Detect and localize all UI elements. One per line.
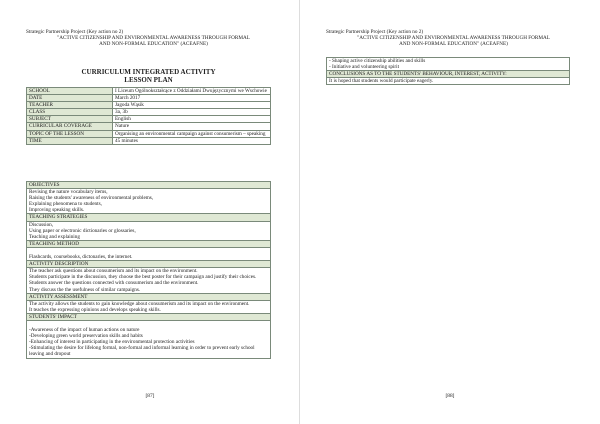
info-key: TIME [27, 137, 113, 144]
section-body [27, 301, 270, 314]
header-line-1: Strategic Partnership Project (Key action no 2) [326, 29, 424, 35]
section-line: Raising the students' awareness of environmental problems, [29, 195, 154, 202]
section-line: Revising the nature vocabulary items, [29, 189, 108, 196]
project-header [326, 29, 581, 48]
info-key: SUBJECT [27, 116, 113, 123]
section-heading: STUDENTS' IMPACT [27, 314, 270, 321]
info-row [27, 88, 271, 95]
page-title: CURRICULUM INTEGRATED ACTIVITY [81, 68, 216, 76]
info-value: Jagoda Wąsik [113, 102, 271, 109]
section-line: Students participate in the discussion, they choose the best poster for their campaign and justify their choices. [29, 274, 257, 281]
conclusions-box [326, 57, 570, 85]
impact-line: - Shaping active citizenship abilities and skills [329, 58, 426, 64]
info-row [27, 130, 271, 137]
page-number: [87] [145, 393, 155, 399]
info-key: SCHOOL [27, 88, 113, 95]
section-heading: TEACHING STRATEGIES [27, 214, 270, 221]
info-value: March 2017 [113, 95, 271, 102]
section-line: Teaching and explaining [29, 233, 80, 240]
header-line-1: Strategic Partnership Project (Key action no 2) [26, 29, 124, 35]
section-line: It teaches the expressing opinions and develops speaking skills. [29, 306, 161, 313]
section-body [27, 268, 270, 293]
page-subtitle: LESSON PLAN [124, 76, 173, 84]
section-body [27, 189, 270, 214]
section-heading: ACTIVITY DESCRIPTION [27, 261, 270, 268]
section-body [27, 222, 270, 241]
section-body [27, 321, 270, 358]
info-row [27, 123, 271, 130]
info-value: 3a, 3b [113, 109, 271, 116]
info-value: I Liceum Ogólnokształcące z Oddziałami Dwujęzycznymi we Wschowie [113, 88, 271, 95]
lesson-info-table [26, 87, 271, 145]
project-header [26, 29, 281, 48]
section-line: -Developing green world preservation skills and habits [29, 333, 143, 340]
section-line: Explaining phenomena to students, [29, 201, 102, 208]
info-key: DATE [27, 95, 113, 102]
header-line-3: AND NON-FORMAL EDUCATION" (ACEAFNE) [399, 41, 508, 48]
info-row [27, 109, 271, 116]
conclusions-heading: CONCLUSIONS AS TO THE STUDENTS' BEHAVIOUR, INTEREST, ACTIVITY: [327, 71, 569, 78]
section-heading: OBJECTIVES [27, 182, 270, 189]
header-line-2: "ACTIVE CITIZENSHIP AND ENVIRONMENTAL AWARENESS THROUGH FORMAL [357, 35, 550, 42]
section-line: Improving speaking skills. [29, 207, 85, 214]
section-heading: ACTIVITY ASSESSMENT [27, 294, 270, 301]
info-key: CLASS [27, 109, 113, 116]
section-line: -Enhancing of interest in participating in the environmental protection activities [29, 339, 195, 346]
section-line: -Awareness of the impact of human actions on nature [29, 327, 140, 334]
page-number: [88] [445, 393, 455, 399]
info-key: CURRICULAR COVERAGE [27, 123, 113, 130]
header-line-2: "ACTIVE CITIZENSHIP AND ENVIRONMENTAL AWARENESS THROUGH FORMAL [57, 35, 250, 42]
impact-line: - Initiative and volunteering spirit [329, 64, 400, 71]
section-line: Flashcards, coursebooks, dictonaries, the internet. [29, 254, 133, 261]
section-line: Students answer the questions connected with consumerism and the environment. [29, 280, 199, 287]
conclusions-text: It is hoped that students would participate eagerly. [329, 78, 434, 85]
info-key: TEACHER [27, 102, 113, 109]
section-line: Using paper or electronic dictionaries or glossaries, [29, 227, 136, 234]
info-row [27, 102, 271, 109]
section-line: Discussion, [29, 221, 54, 228]
page-gutter [299, 0, 300, 424]
section-heading: TEACHING METHOD [27, 241, 270, 248]
info-value: Nature [113, 123, 271, 130]
section-body [27, 248, 270, 261]
info-row [27, 116, 271, 123]
section-line: The activity allows the students to gain knowledge about consumerism and its impact on the environment. [29, 300, 250, 307]
info-value: 45 minutes [113, 137, 271, 144]
info-row [27, 137, 271, 144]
impact-continuation [327, 58, 569, 71]
info-row [27, 95, 271, 102]
info-key: TOPIC OF THE LESSON [27, 130, 113, 137]
section-line: They discuss the the usefulness of similar campaigns. [29, 286, 141, 293]
section-line: -Stimulating the desire for lifelong formal, non-formal and informal learning in order to prevent early school leaving and dropout [29, 345, 255, 358]
header-line-3: AND NON-FORMAL EDUCATION" (ACEAFNE) [99, 41, 208, 48]
info-value: Organising an environmental campaign against consumerism – speaking [113, 130, 271, 137]
section-line: The teacher ask questions about consumerism and its impact on the environment. [29, 268, 198, 275]
lesson-plan-sections [26, 181, 271, 359]
info-value: English [113, 116, 271, 123]
right-page [300, 0, 600, 424]
